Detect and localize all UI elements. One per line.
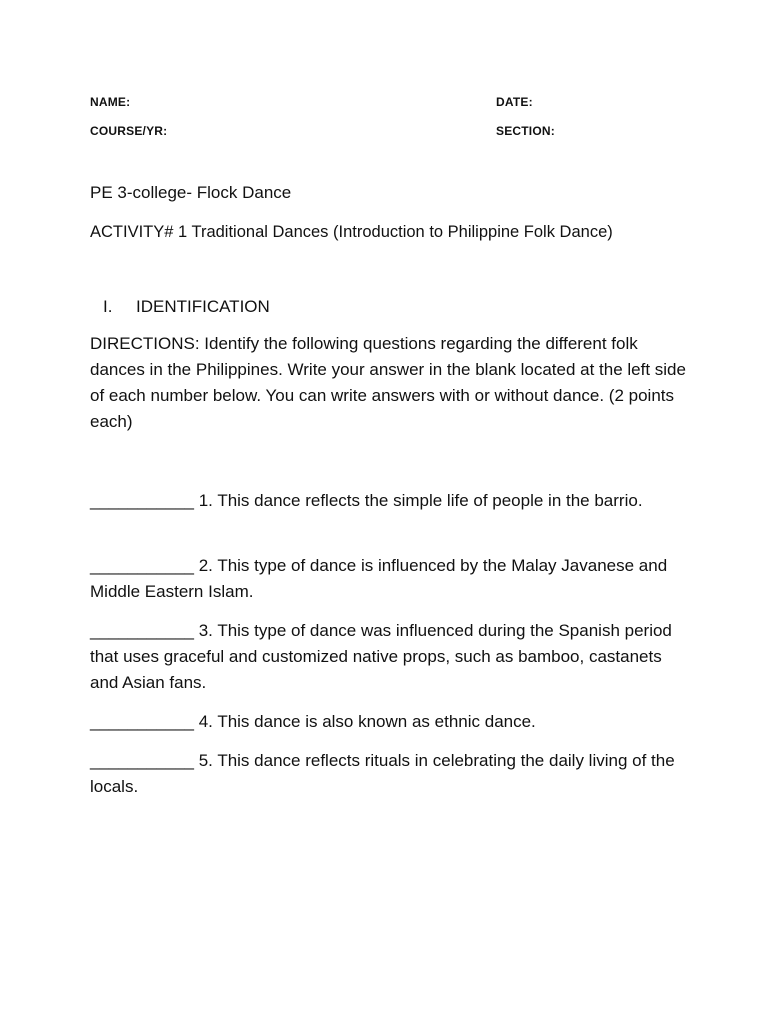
course-year-label: COURSE/YR:	[90, 124, 168, 138]
section-label: SECTION:	[496, 124, 555, 138]
name-label: NAME:	[90, 95, 131, 109]
section-title: IDENTIFICATION	[136, 297, 270, 316]
question-item-3: ___________ 3. This type of dance was influenced during the Spanish period that uses graceful and customized native props, such as bamboo, castanets and Asian fans.	[90, 621, 672, 692]
question-item-2: ___________ 2. This type of dance is influenced by the Malay Javanese and Middle Eastern Islam.	[90, 556, 668, 601]
question-item-5: ___________ 5. This dance reflects rituals in celebrating the daily living of the locals.	[90, 751, 675, 796]
course-title: PE 3-college- Flock Dance	[90, 183, 292, 202]
activity-title: ACTIVITY# 1 Traditional Dances (Introduction to Philippine Folk Dance)	[90, 223, 613, 241]
section-number: I.	[103, 297, 113, 316]
date-label: DATE:	[496, 95, 533, 109]
question-item-1: ___________ 1. This dance reflects the simple life of people in the barrio.	[90, 491, 643, 510]
directions-text: DIRECTIONS: Identify the following questions regarding the different folk dances in the Philippines. Write your answer in the blank located at the left side of each number below. You can write answers with or without dance. (2 points each)	[90, 334, 686, 431]
question-item-4: ___________ 4. This dance is also known as ethnic dance.	[90, 712, 536, 731]
